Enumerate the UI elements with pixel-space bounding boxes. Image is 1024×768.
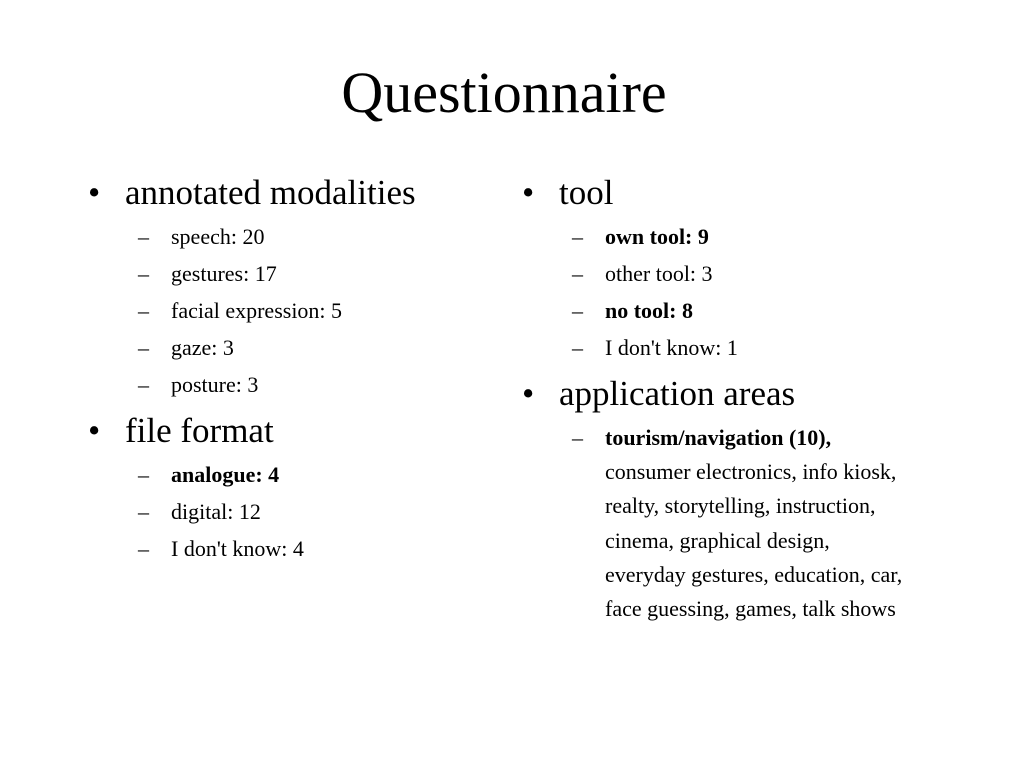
section-heading-label: file format — [125, 411, 274, 450]
file-format-list — [88, 458, 488, 566]
list-item-text: posture: 3 — [171, 372, 259, 397]
list-item-text: no tool: 8 — [605, 298, 693, 323]
list-item — [88, 220, 488, 254]
list-item — [88, 532, 488, 566]
bullet-icon: • — [522, 173, 535, 212]
list-item — [88, 458, 488, 492]
list-item — [522, 421, 915, 626]
list-item-text: gaze: 3 — [171, 335, 234, 360]
list-item-text: other tool: 3 — [605, 261, 713, 286]
bullet-icon: • — [522, 374, 535, 413]
list-item-text: speech: 20 — [171, 224, 265, 249]
section-heading-tool — [522, 172, 922, 214]
list-item — [522, 220, 922, 254]
slide-title: Questionnaire — [341, 60, 667, 125]
dash-icon: – — [138, 298, 149, 323]
left-column — [88, 172, 488, 574]
dash-icon: – — [138, 224, 149, 249]
annotated-modalities-list — [88, 220, 488, 402]
dash-icon: – — [138, 536, 149, 561]
list-item — [88, 368, 488, 402]
list-item — [88, 294, 488, 328]
list-item — [88, 331, 488, 365]
list-item-bold-text: tourism/navigation (10), — [605, 425, 832, 450]
bullet-icon: • — [88, 411, 101, 450]
dash-icon: – — [138, 499, 149, 524]
list-item-text: facial expression: 5 — [171, 298, 343, 323]
list-item — [88, 495, 488, 529]
section-heading-annotated-modalities — [88, 172, 488, 214]
dash-icon: – — [572, 224, 583, 249]
bullet-icon: • — [88, 173, 101, 212]
dash-icon: – — [138, 335, 149, 360]
dash-icon: – — [572, 335, 583, 360]
dash-icon: – — [138, 372, 149, 397]
list-item-text: consumer electronics, info kiosk, realty, storytelling, instruction, cinema, graphical design, everyday gestures, education, car, face guessing, games, talk shows — [605, 459, 903, 622]
list-item-text: I don't know: 1 — [605, 335, 738, 360]
list-item-text: gestures: 17 — [171, 261, 277, 286]
list-item — [88, 257, 488, 291]
section-heading-label: annotated modalities — [125, 173, 416, 212]
list-item — [522, 257, 922, 291]
dash-icon: – — [138, 261, 149, 286]
dash-icon: – — [572, 425, 583, 450]
list-item — [522, 331, 922, 365]
dash-icon: – — [138, 462, 149, 487]
section-heading-label: tool — [559, 173, 614, 212]
list-item-text: analogue: 4 — [171, 462, 280, 487]
section-heading-application-areas — [522, 373, 922, 415]
section-heading-label: application areas — [559, 374, 796, 413]
right-column — [522, 172, 922, 634]
section-heading-file-format — [88, 410, 488, 452]
dash-icon: – — [572, 261, 583, 286]
tool-list — [522, 220, 922, 365]
application-areas-list — [522, 421, 922, 626]
dash-icon: – — [572, 298, 583, 323]
list-item — [522, 294, 922, 328]
list-item-text: digital: 12 — [171, 499, 261, 524]
list-item-text: I don't know: 4 — [171, 536, 304, 561]
list-item-text: own tool: 9 — [605, 224, 709, 249]
